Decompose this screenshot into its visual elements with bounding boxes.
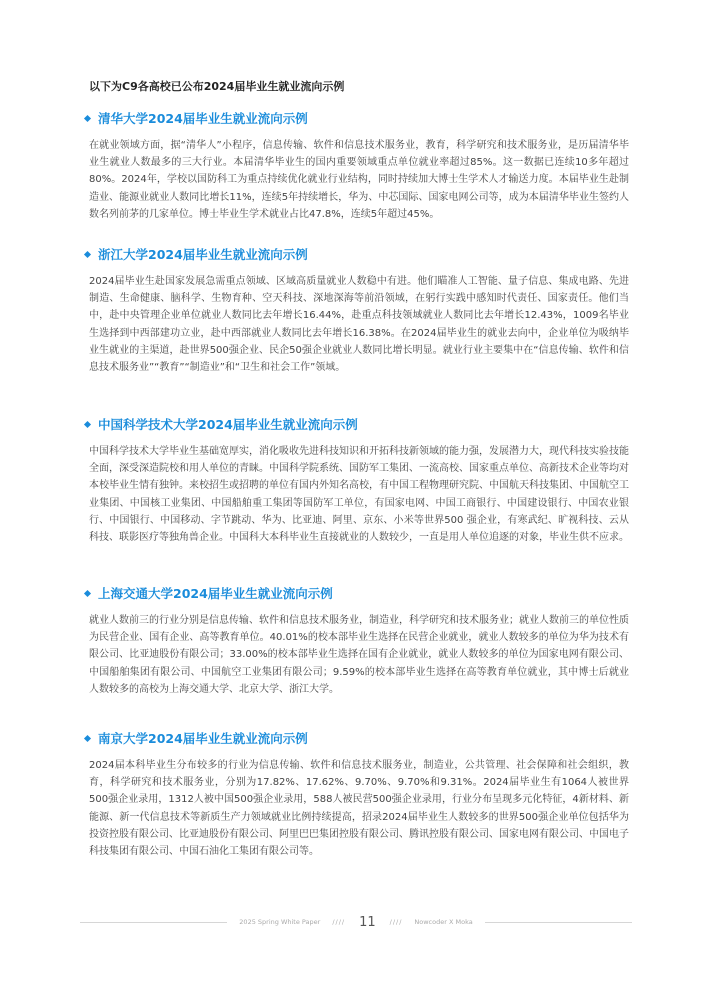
diamond-bullet-icon [84, 420, 91, 427]
section-title-text: 南京大学2024届毕业生就业流向示例 [98, 731, 308, 746]
section-nanjing [89, 729, 629, 860]
section-ustc [89, 415, 629, 546]
section-title [85, 729, 629, 747]
footer-rule-right [485, 922, 632, 923]
footer-rule-left [80, 922, 227, 923]
section-title [85, 584, 629, 602]
footer-divider-left: //// [332, 918, 346, 926]
section-title [85, 245, 629, 263]
diamond-bullet-icon [84, 250, 91, 257]
section-zhejiang [89, 245, 629, 376]
section-body: 中国科学技术大学毕业生基础宽厚实，消化吸收先进科技知识和开拓科技新领域的能力强，发展潜力大，现代科技实验技能全面，深受深造院校和用人单位的青睐。中国科学院系统、国防军工集团、一流高校、国家重点单位、高新技术企业等均对本校毕业生情有独钟。来校招生或招聘的单位有国内外知名高校，有中国工程物理研究院、中国航天科技集团、中国航空工业集团、中国核工业集团、中国船舶重工集团等国防军工单位，有国家电网、中国工商银行、中国建设银行、中国农业银行、中国银行、中国移动、字节跳动、华为、比亚迪、阿里、京东、小米等世界500 强企业，有寒武纪、旷视科技、云从科技、联影医疗等独角兽企业。中国科大本科毕业生直接就业的人数较少，一直是用人单位追逐的对象，毕业生供不应求。 [89, 446, 629, 544]
page-footer [80, 913, 632, 931]
section-body: 在就业领域方面，据“清华人”小程序，信息传输、软件和信息技术服务业，教育，科学研究和技术服务业，是历届清华毕业生就业人数最多的三大行业。本届清华毕业生的国内重要领域重点单位就业率超过85%。这一数据已连续10多年超过80%。2024年，学校以国防科工为重点持续优化就业行业结构，同时持续加大博士生学术人才输送力度。本届毕业生赴制造业、能源业就业人数同比增长11%，连续5年持续增长，华为、中芯国际、国家电网公司等，成为本届清华毕业生签约人数名列前茅的几家单位。博士毕业生学术就业占比47.8%，连续5年超过45%。 [89, 140, 629, 220]
section-title [85, 109, 629, 127]
section-title [85, 415, 629, 433]
section-title-text: 中国科学技术大学2024届毕业生就业流向示例 [98, 417, 358, 432]
section-title-text: 清华大学2024届毕业生就业流向示例 [98, 111, 308, 126]
footer-right-text: Nowcoder X Moka [414, 918, 473, 926]
footer-left-text: 2025 Spring White Paper [239, 918, 321, 926]
section-title-text: 浙江大学2024届毕业生就业流向示例 [98, 247, 308, 262]
section-title-text: 上海交通大学2024届毕业生就业流向示例 [98, 586, 333, 601]
diamond-bullet-icon [84, 589, 91, 596]
page-number: 11 [359, 914, 376, 930]
page-heading: 以下为C9各高校已公布2024届毕业生就业流向示例 [89, 80, 345, 93]
section-tsinghua [89, 109, 629, 223]
section-body: 2024届本科毕业生分布较多的行业为信息传输、软件和信息技术服务业，制造业，公共管理、社会保障和社会组织，教育，科学研究和技术服务业，分别为17.82%、17.62%、9.70%、9.70%和9.31%。2024届毕业生有1064人被世界500强企业录用，1312人被中国500强企业录用，588人被民营500强企业录用，行业分布呈现多元化特征，4新材料、新能源、新一代信息技术等新质生产力领域就业比例持续提高，招录2024届毕业生人数较多的世界500强企业单位包括华为投资控股有限公司、比亚迪股份有限公司、阿里巴巴集团控股有限公司、腾讯控股有限公司、国家电网有限公司、中国电子科技集团有限公司、中国石油化工集团有限公司等。 [89, 760, 629, 858]
diamond-bullet-icon [84, 114, 91, 121]
diamond-bullet-icon [84, 734, 91, 741]
section-sjtu [89, 584, 629, 698]
footer-divider-right: //// [389, 918, 403, 926]
section-body: 2024届毕业生赴国家发展急需重点领域、区域高质量就业人数稳中有进。他们瞄准人工智能、量子信息、集成电路、先进制造、生命健康、脑科学、生物育种、空天科技、深地深海等前沿领域，在躬行实践中感知时代责任、国家责任。他们当中，赴中央管理企业单位就业人数同比去年增长16.44%，赴重点科技领域就业人数同比去年增长12.43%，1009名毕业生选择到中西部建功立业，赴中西部就业人数同比去年增长16.38%。在2024届毕业生的就业去向中，企业单位为吸纳毕业生就业的主渠道，赴世界500强企业、民企50强企业就业人数同比增长明显。就业行业主要集中在“信息传输、软件和信息技术服务业”“教育”“制造业”和“卫生和社会工作”领域。 [89, 276, 629, 374]
section-body: 就业人数前三的行业分别是信息传输、软件和信息技术服务业，制造业，科学研究和技术服务业；就业人数前三的单位性质为民营企业、国有企业、高等教育单位。40.01%的校本部毕业生选择在民营企业就业，就业人数较多的单位为华为技术有限公司、比亚迪股份有限公司；33.00%的校本部毕业生选择在国有企业就业，就业人数较多的单位为国家电网有限公司、中国船舶集团有限公司、中国航空工业集团有限公司；9.59%的校本部毕业生选择在高等教育单位就业，其中博士后就业人数较多的高校为上海交通大学、北京大学、浙江大学。 [89, 615, 629, 695]
